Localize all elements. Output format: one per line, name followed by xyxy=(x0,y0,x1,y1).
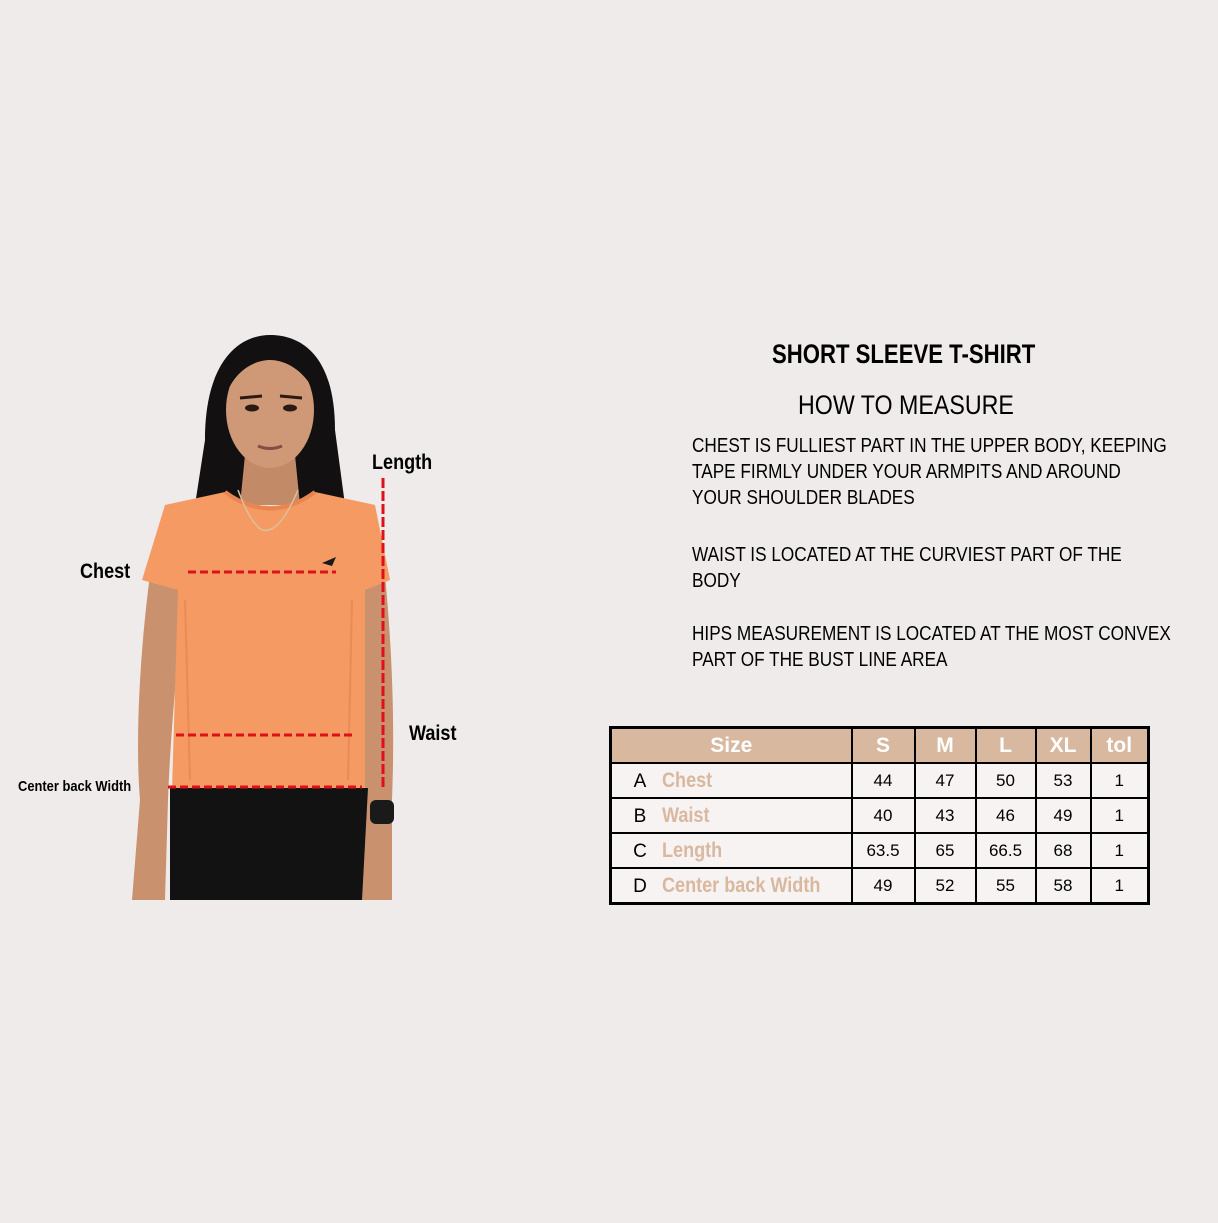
length-label: Length xyxy=(372,451,433,474)
size-value-cell: 40 xyxy=(852,798,915,833)
size-value-cell: 49 xyxy=(1036,798,1091,833)
size-value-cell: 1 xyxy=(1091,833,1149,868)
row-measure-cell xyxy=(611,868,852,904)
size-value-cell: 63.5 xyxy=(852,833,915,868)
header-s: S xyxy=(852,728,915,764)
size-value-cell: 44 xyxy=(852,763,915,798)
section-subtitle: HOW TO MEASURE xyxy=(798,390,1014,420)
row-measure-name: Center back Width xyxy=(662,873,821,897)
size-value-cell: 50 xyxy=(976,763,1036,798)
size-value-cell: 1 xyxy=(1091,868,1149,904)
header-l: L xyxy=(976,728,1036,764)
header-tol: tol xyxy=(1091,728,1149,764)
row-letter: D xyxy=(633,875,647,897)
size-value-cell: 55 xyxy=(976,868,1036,904)
header-size: Size xyxy=(611,728,852,764)
table-header-row xyxy=(611,728,1149,764)
size-value-cell: 58 xyxy=(1036,868,1091,904)
table-row xyxy=(611,798,1149,833)
size-value-cell: 49 xyxy=(852,868,915,904)
size-value-cell: 1 xyxy=(1091,798,1149,833)
size-value-cell: 52 xyxy=(915,868,976,904)
size-value-cell: 53 xyxy=(1036,763,1091,798)
size-value-cell: 46 xyxy=(976,798,1036,833)
size-value-cell: 66.5 xyxy=(976,833,1036,868)
row-measure-name: Length xyxy=(662,838,723,862)
model-photo xyxy=(0,0,600,1218)
size-value-cell: 1 xyxy=(1091,763,1149,798)
row-measure-name: Chest xyxy=(662,768,713,792)
waist-instruction: WAIST IS LOCATED AT THE CURVIEST PART OF THE BODY xyxy=(692,544,1122,592)
row-letter: B xyxy=(633,805,647,827)
row-measure-cell xyxy=(611,798,852,833)
row-letter: A xyxy=(633,770,647,792)
row-measure-cell xyxy=(611,833,852,868)
chest-instruction: CHEST IS FULLIEST PART IN THE UPPER BODY, KEEPING TAPE FIRMLY UNDER YOUR ARMPITS AND AROUND YOUR SHOULDER BLADES xyxy=(692,435,1167,509)
row-letter: C xyxy=(633,840,647,862)
waist-label: Waist xyxy=(409,722,457,745)
table-row xyxy=(611,763,1149,798)
size-value-cell: 68 xyxy=(1036,833,1091,868)
table-row xyxy=(611,833,1149,868)
table-row xyxy=(611,868,1149,904)
hips-instruction: HIPS MEASUREMENT IS LOCATED AT THE MOST CONVEX PART OF THE BUST LINE AREA xyxy=(692,623,1171,671)
chest-label: Chest xyxy=(80,560,131,583)
center-back-width-label: Center back Width xyxy=(18,778,132,795)
watch-icon xyxy=(370,800,394,824)
size-value-cell: 65 xyxy=(915,833,976,868)
header-m: M xyxy=(915,728,976,764)
header-xl: XL xyxy=(1036,728,1091,764)
size-value-cell: 43 xyxy=(915,798,976,833)
model-illustration xyxy=(0,0,600,1218)
size-chart-table xyxy=(609,726,1150,905)
row-measure-name: Waist xyxy=(662,803,710,827)
row-measure-cell xyxy=(611,763,852,798)
size-value-cell: 47 xyxy=(915,763,976,798)
page-title: SHORT SLEEVE T-SHIRT xyxy=(772,339,1036,369)
